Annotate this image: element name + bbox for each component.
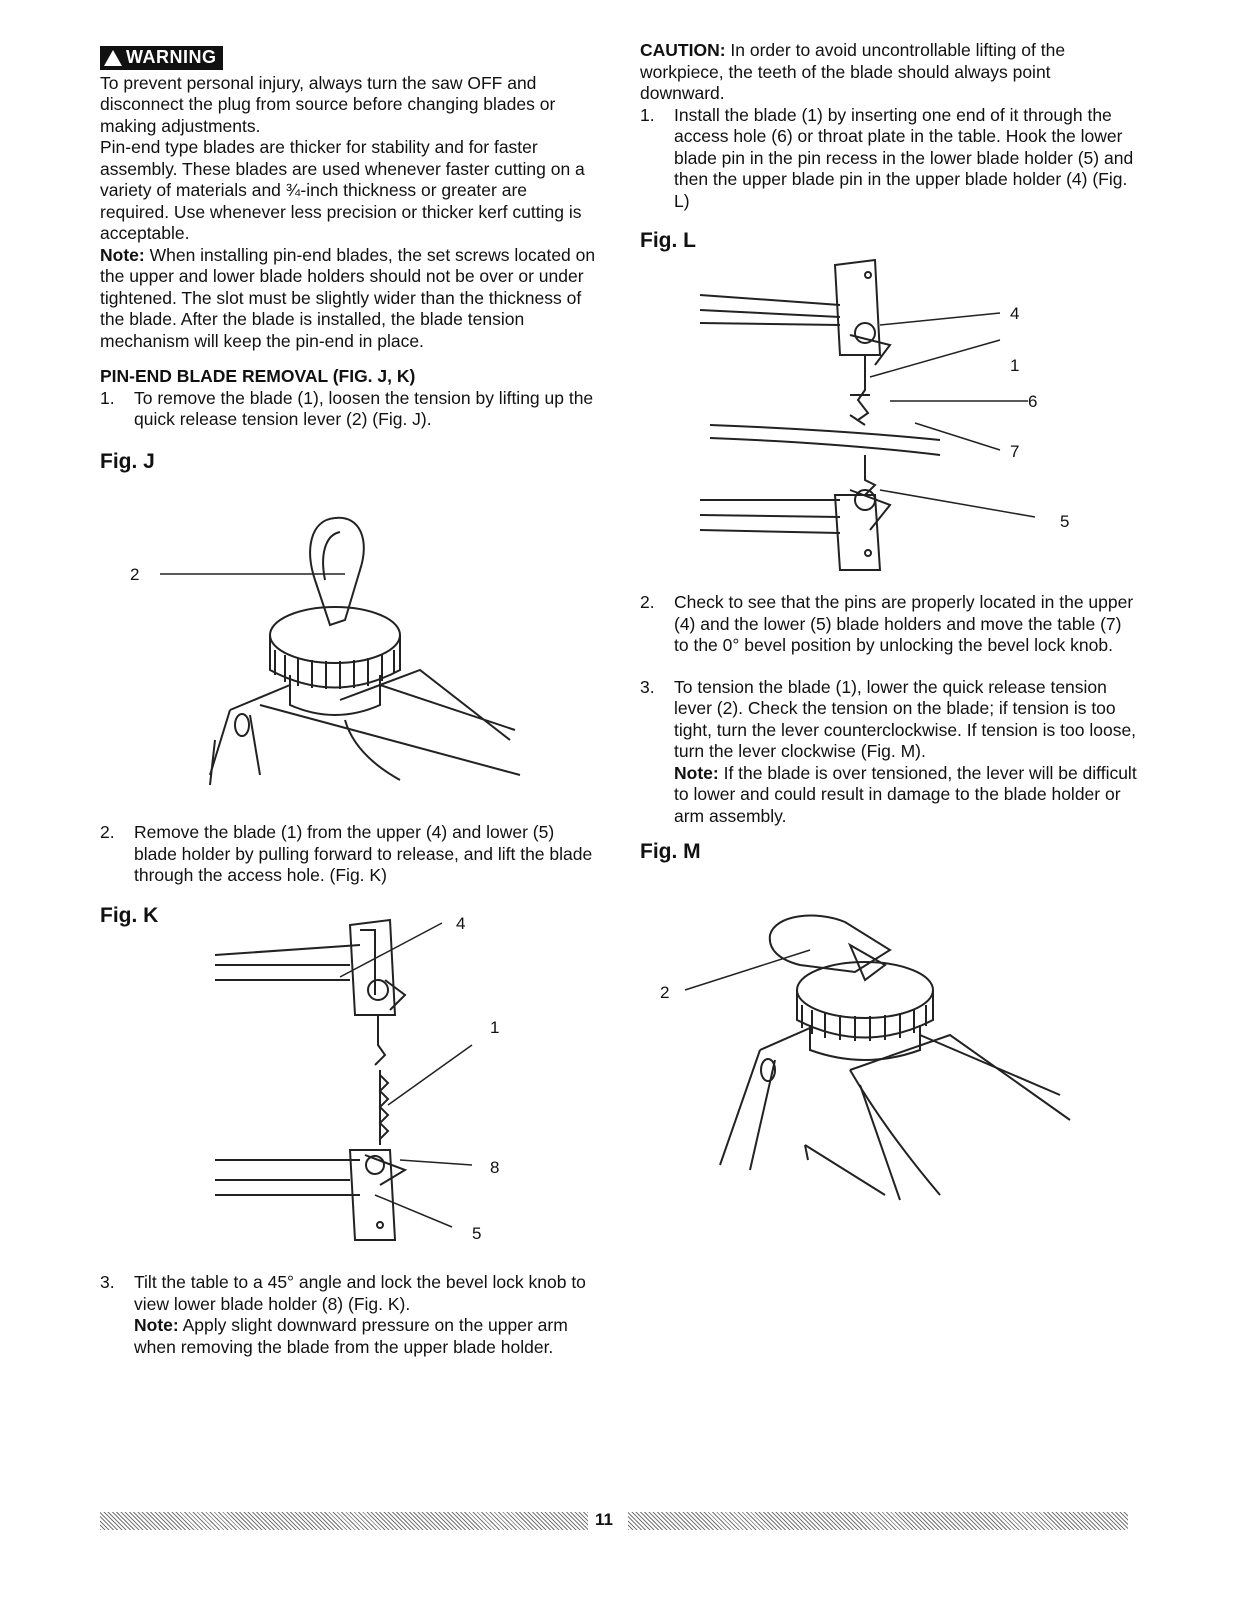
warning-badge xyxy=(100,46,223,70)
note-label: Note: xyxy=(674,762,719,783)
note-label: Note: xyxy=(134,1315,179,1335)
fig-j-callout-2: 2 xyxy=(130,565,140,584)
install-step-2 xyxy=(640,592,1140,657)
page-footer xyxy=(100,1508,1130,1534)
step-text: Install the blade (1) by inserting one end of it through the access hole (6) or throat plate in the table. Hook the lower blade pin in the pin recess in the lower blade holder (5) and then the upper blade pin in the upper blade holder (4) (Fig. L) xyxy=(674,104,1134,211)
step-number: 2. xyxy=(100,822,115,842)
right-column-lower xyxy=(640,592,1140,863)
step-text: Tilt the table to a 45° angle and lock the bevel lock knob to view lower blade holder (8) (Fig. K). xyxy=(134,1272,586,1314)
fig-k-illustration xyxy=(210,905,510,1250)
fig-j-illustration xyxy=(120,510,560,800)
fig-k-callout-5: 5 xyxy=(472,1224,482,1243)
step-text: Check to see that the pins are properly located in the upper (4) and the lower (5) blade holders and move the table (7) to the 0° bevel position by unlocking the bevel lock knob. xyxy=(674,592,1134,655)
caution-text: In order to avoid uncontrollable lifting of the workpiece, the teeth of the blade should always point downward. xyxy=(640,40,1066,103)
fig-l-title: Fig. L xyxy=(640,229,696,252)
step-text: To tension the blade (1), lower the quick release tension lever (2). Check the tension on the blade; if tension is too tight, turn the lever counterclockwise. If tension is too loose, turn the lever clockwise (Fig. M). xyxy=(674,676,1137,761)
install-step-3 xyxy=(640,677,1140,828)
removal-step-3 xyxy=(100,1272,600,1358)
fig-l-callout-4: 4 xyxy=(1010,304,1020,323)
step-number: 3. xyxy=(100,1272,115,1292)
fig-l-callout-7: 7 xyxy=(1010,442,1020,461)
footer-hatch-left xyxy=(100,1512,588,1530)
removal-step-2 xyxy=(100,822,600,887)
warning-text: To prevent personal injury, always turn the saw OFF and disconnect the plug from source before changing blades or making adjustments. xyxy=(100,72,556,136)
fig-l-callout-5: 5 xyxy=(1060,512,1070,531)
fig-l-illustration xyxy=(690,255,1080,575)
removal-step-1 xyxy=(100,388,600,431)
note-text: Apply slight downward pressure on the upper arm when removing the blade from the upper blade holder. xyxy=(134,1315,568,1357)
fig-m-illustration xyxy=(650,910,1090,1205)
installation-note xyxy=(100,245,600,353)
fig-k-title: Fig. K xyxy=(100,903,159,927)
fig-k-callout-1: 1 xyxy=(490,1018,500,1037)
note-text: When installing pin-end blades, the set screws located on the upper and lower blade holders should not be over or under tightened. The slot must be slightly wider than the thickness of the blade. After the blade is installed, the blade tension mechanism will keep the pin-end in place. xyxy=(100,244,596,351)
fig-j-title: Fig. J xyxy=(100,449,155,473)
step-number: 1. xyxy=(640,104,655,125)
fig-k-callout-8: 8 xyxy=(490,1158,500,1177)
install-step-1 xyxy=(640,105,1140,213)
pin-end-text: Pin-end type blades are thicker for stability and for faster assembly. These blades are used whenever faster cutting on a variety of materials and ¾-inch thickness or greater are required. Use whenever less precision or thicker kerf cutting is acceptable. xyxy=(100,137,585,243)
step-3-body xyxy=(674,677,1140,828)
note-label: Note: xyxy=(100,244,145,265)
step-text: To remove the blade (1), loosen the tension by lifting up the quick release tension lever (2) (Fig. J). xyxy=(134,387,594,429)
fig-k-callout-4: 4 xyxy=(456,914,466,933)
removal-heading: PIN-END BLADE REMOVAL (FIG. J, K) xyxy=(100,366,416,386)
fig-m-callout-2: 2 xyxy=(660,983,670,1002)
caution-label: CAUTION: xyxy=(640,40,726,60)
fig-l-callout-6: 6 xyxy=(1028,392,1038,411)
step-number: 3. xyxy=(640,676,655,697)
footer-hatch-right xyxy=(628,1512,1128,1530)
left-column-bottom xyxy=(100,1272,600,1358)
step-number: 2. xyxy=(640,592,655,612)
right-column xyxy=(640,40,1140,252)
step-3-body xyxy=(134,1272,600,1358)
note-text: If the blade is over tensioned, the lever will be difficult to lower and could result in damage to the blade holder or arm assembly. xyxy=(674,762,1137,826)
step-text: Remove the blade (1) from the upper (4) and lower (5) blade holder by pulling forward to release, and lift the blade through the access hole. (Fig. K) xyxy=(134,822,593,885)
fig-l-callout-1: 1 xyxy=(1010,356,1020,375)
page-number: 11 xyxy=(595,1510,613,1529)
step-number: 1. xyxy=(100,387,115,408)
warning-triangle-icon xyxy=(104,50,122,66)
warning-label: WARNING xyxy=(126,47,217,67)
caution-paragraph xyxy=(640,40,1140,105)
fig-m-title: Fig. M xyxy=(640,840,701,863)
left-column xyxy=(100,46,600,472)
